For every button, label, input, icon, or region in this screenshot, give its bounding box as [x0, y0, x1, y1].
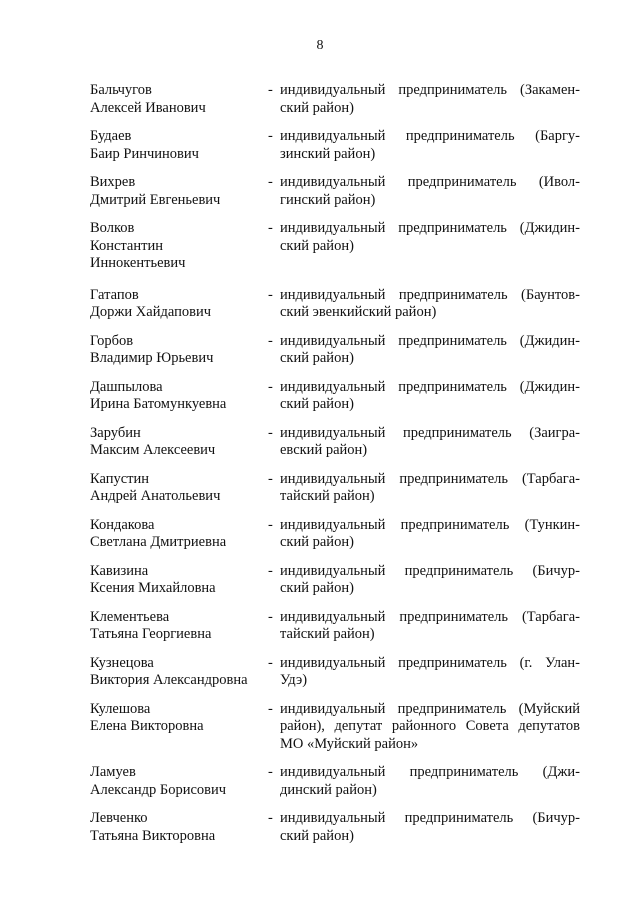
description-line: динский район)	[280, 781, 377, 798]
description-line: ский район)	[280, 396, 354, 412]
person-name-line: Доржи Хайдапович	[90, 304, 211, 320]
list-item	[90, 287, 580, 322]
list-item	[90, 82, 580, 117]
description-line: ский район)	[280, 827, 354, 844]
description-line: индивидуальный предприниматель (Муйский	[280, 700, 580, 717]
person-description	[280, 701, 580, 754]
description-line: тайский район)	[280, 626, 375, 642]
person-name-line: Кондакова	[90, 516, 155, 533]
person-name	[90, 563, 268, 598]
separator-dash: -	[268, 516, 273, 533]
person-name	[90, 333, 268, 368]
separator-dash: -	[268, 700, 273, 717]
person-name	[90, 764, 268, 799]
description-line: индивидуальный предприниматель (Джидин-	[280, 220, 580, 236]
separator-dash: -	[268, 82, 273, 98]
list-item	[90, 655, 580, 690]
list-item	[90, 174, 580, 209]
person-description	[280, 609, 580, 644]
separator-dash: -	[268, 562, 273, 579]
person-name-line: Капустин	[90, 470, 150, 487]
person-description	[280, 379, 580, 414]
separator-dash: -	[268, 654, 273, 671]
person-name	[90, 517, 268, 552]
person-name-line: Волков	[90, 220, 135, 236]
description-line: индивидуальный предприниматель (Бичур-	[280, 562, 580, 579]
description-line: индивидуальный предприниматель (Ивол-	[280, 174, 580, 190]
description-line: евский район)	[280, 442, 368, 458]
description-line: ский район)	[280, 350, 354, 366]
list-item	[90, 764, 580, 799]
person-name-line: Максим Алексеевич	[90, 442, 216, 458]
list-item	[90, 609, 580, 644]
person-description	[280, 563, 580, 598]
separator-dash: -	[268, 608, 273, 625]
list-item	[90, 517, 580, 552]
person-name-line: Татьяна Георгиевна	[90, 626, 212, 642]
person-name-line: Клементьева	[90, 608, 170, 625]
person-name-line: Виктория Александровна	[90, 672, 248, 688]
person-name-line: Ирина Батомункуевна	[90, 396, 227, 412]
person-name-line: Дмитрий Евгеньевич	[90, 191, 221, 208]
separator-dash: -	[268, 332, 273, 349]
person-name-line: Кавизина	[90, 562, 149, 579]
description-line: ский район)	[280, 237, 354, 254]
person-name	[90, 220, 268, 273]
person-name-line: Ламуев	[90, 764, 136, 780]
person-name	[90, 82, 268, 117]
list-item	[90, 701, 580, 754]
description-line: индивидуальный предприниматель (Тункин-	[280, 516, 580, 533]
person-description	[280, 174, 580, 209]
person-name-line: Константин	[90, 237, 163, 254]
person-name-line: Гатапов	[90, 286, 139, 303]
description-line: ский эвенкийский район)	[280, 304, 437, 320]
person-description	[280, 655, 580, 690]
person-name-line: Дашпылова	[90, 378, 163, 395]
person-name-line: Андрей Анатольевич	[90, 488, 221, 504]
person-name	[90, 287, 268, 322]
person-name	[90, 379, 268, 414]
person-name-line: Левченко	[90, 810, 148, 826]
separator-dash: -	[268, 378, 273, 395]
person-name-line: Вихрев	[90, 174, 136, 190]
list-item	[90, 425, 580, 460]
person-description	[280, 333, 580, 368]
page-number: 8	[316, 38, 324, 53]
separator-dash: -	[268, 286, 273, 303]
person-name	[90, 701, 268, 754]
person-name-line: Алексей Иванович	[90, 99, 206, 116]
separator-dash: -	[268, 764, 273, 780]
person-description	[280, 517, 580, 552]
person-description	[280, 425, 580, 460]
person-description	[280, 220, 580, 273]
description-line: индивидуальный предприниматель (Баунтов-	[280, 286, 580, 303]
list-item	[90, 563, 580, 598]
person-name-line: Зарубин	[90, 424, 141, 441]
person-name-line: Кузнецова	[90, 654, 154, 671]
person-description	[280, 287, 580, 322]
person-name-line: Будаев	[90, 128, 132, 144]
description-line: индивидуальный предприниматель (Бичур-	[280, 810, 580, 826]
separator-dash: -	[268, 128, 273, 144]
person-name-line: Иннокентьевич	[90, 255, 186, 271]
description-line: индивидуальный предприниматель (Джи-	[280, 764, 580, 780]
description-line: индивидуальный предприниматель (Тарбага-	[280, 470, 580, 487]
separator-dash: -	[268, 810, 273, 826]
person-name-line: Бальчугов	[90, 82, 152, 98]
person-name	[90, 810, 268, 845]
description-line: индивидуальный предприниматель (Закамен-	[280, 82, 580, 98]
person-name-line: Горбов	[90, 332, 134, 349]
description-line: МО «Муйский район»	[280, 735, 419, 752]
person-name-line: Александр Борисович	[90, 781, 227, 798]
person-name	[90, 425, 268, 460]
person-name	[90, 655, 268, 690]
description-line: район), депутат районного Совета депутатов	[280, 718, 580, 734]
person-description	[280, 128, 580, 163]
description-line: ский район)	[280, 99, 354, 116]
person-name	[90, 609, 268, 644]
description-line: ский район)	[280, 534, 354, 550]
separator-dash: -	[268, 424, 273, 441]
person-name	[90, 128, 268, 163]
person-name	[90, 471, 268, 506]
person-name-line: Баир Ринчинович	[90, 145, 199, 162]
description-line: индивидуальный предприниматель (г. Улан-	[280, 654, 580, 671]
list-item	[90, 379, 580, 414]
description-line: индивидуальный предприниматель (Джидин-	[280, 332, 580, 349]
person-name-line: Елена Викторовна	[90, 718, 204, 734]
list-item	[90, 333, 580, 368]
description-line: ский район)	[280, 580, 354, 596]
list-item	[90, 220, 580, 273]
description-line: индивидуальный предприниматель (Джидин-	[280, 378, 580, 395]
person-list	[90, 82, 580, 856]
person-description	[280, 471, 580, 506]
description-line: Удэ)	[280, 672, 308, 688]
description-line: зинский район)	[280, 145, 376, 162]
list-item	[90, 128, 580, 163]
person-name	[90, 174, 268, 209]
separator-dash: -	[268, 220, 273, 236]
description-line: тайский район)	[280, 488, 375, 504]
description-line: гинский район)	[280, 191, 376, 208]
list-item	[90, 471, 580, 506]
separator-dash: -	[268, 174, 273, 190]
person-name-line: Светлана Дмитриевна	[90, 534, 227, 550]
person-description	[280, 764, 580, 799]
list-item	[90, 810, 580, 845]
person-name-line: Кулешова	[90, 700, 151, 717]
person-name-line: Ксения Михайловна	[90, 580, 216, 596]
separator-dash: -	[268, 470, 273, 487]
description-line: индивидуальный предприниматель (Баргу-	[280, 128, 580, 144]
person-name-line: Владимир Юрьевич	[90, 350, 214, 366]
description-line: индивидуальный предприниматель (Заигра-	[280, 424, 580, 441]
person-description	[280, 82, 580, 117]
person-description	[280, 810, 580, 845]
description-line: индивидуальный предприниматель (Тарбага-	[280, 608, 580, 625]
person-name-line: Татьяна Викторовна	[90, 827, 216, 844]
